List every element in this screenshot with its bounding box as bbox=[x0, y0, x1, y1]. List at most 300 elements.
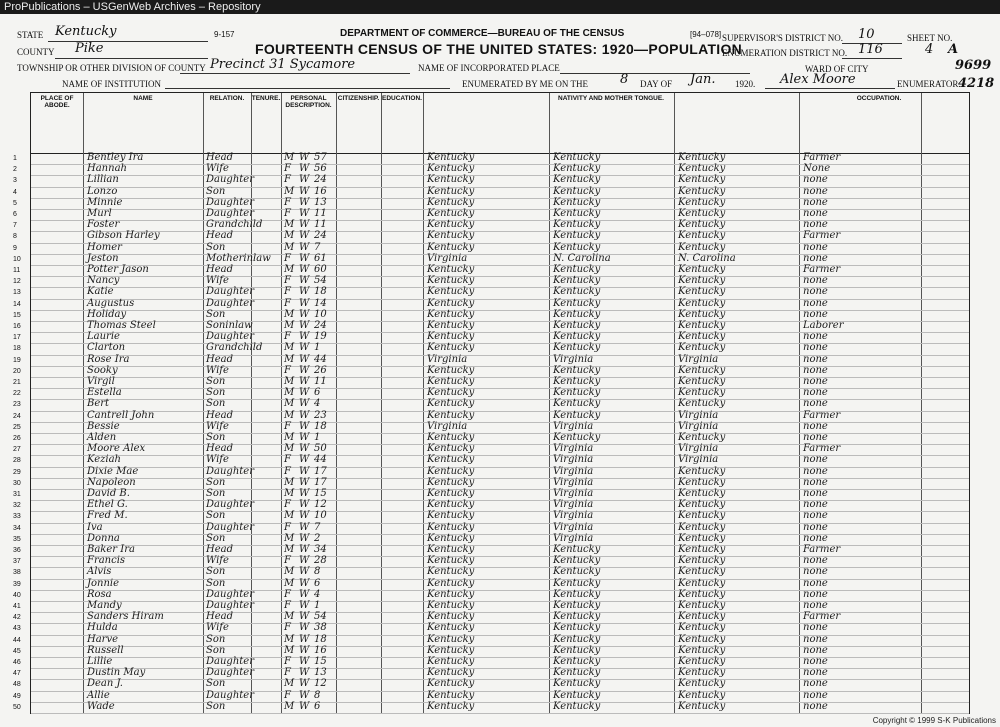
mother-birthplace-cell: Kentucky bbox=[678, 241, 726, 253]
birthplace-cell: Kentucky bbox=[427, 600, 475, 611]
relation-cell: Son bbox=[206, 376, 226, 387]
birthplace-cell: Kentucky bbox=[427, 476, 475, 488]
row-divider bbox=[31, 198, 969, 199]
occupation-cell: none bbox=[803, 689, 828, 701]
relation-cell: Grandchild bbox=[206, 219, 263, 231]
sex-cell: M bbox=[284, 476, 295, 488]
sex-cell: M bbox=[284, 398, 295, 410]
person-name-cell: Wade bbox=[87, 700, 115, 712]
birthplace-cell: Kentucky bbox=[427, 510, 475, 522]
sex-cell: M bbox=[284, 432, 295, 443]
birthplace-cell: Kentucky bbox=[427, 443, 475, 455]
line-number: 1 bbox=[13, 155, 17, 162]
person-name-cell: Baker Ira bbox=[87, 544, 135, 555]
relation-cell: Wife bbox=[206, 163, 229, 175]
line-number: 7 bbox=[13, 222, 17, 230]
mother-birthplace-cell: Virginia bbox=[678, 409, 719, 421]
race-cell: W bbox=[299, 488, 310, 499]
relation-cell: Son bbox=[206, 644, 226, 656]
sex-cell: M bbox=[284, 532, 295, 544]
race-cell: W bbox=[299, 678, 310, 690]
line-number: 8 bbox=[13, 233, 17, 241]
line-number: 44 bbox=[13, 636, 21, 644]
sex-cell: F bbox=[284, 297, 291, 309]
sex-cell: F bbox=[284, 454, 291, 466]
father-birthplace-cell: Virginia bbox=[553, 510, 594, 522]
group-name: NAME bbox=[133, 95, 153, 102]
sex-cell: F bbox=[284, 555, 291, 567]
row-divider bbox=[31, 220, 969, 221]
mother-birthplace-cell: Kentucky bbox=[678, 689, 726, 701]
birthplace-cell: Kentucky bbox=[427, 577, 475, 589]
father-birthplace-cell: Kentucky bbox=[553, 264, 601, 275]
occupation-cell: none bbox=[803, 241, 828, 253]
occupation-cell: Farmer bbox=[803, 611, 841, 623]
race-cell: W bbox=[299, 185, 310, 197]
mother-birthplace-cell: Kentucky bbox=[678, 499, 726, 511]
mother-birthplace-cell: Kentucky bbox=[678, 342, 726, 354]
mother-birthplace-cell: Kentucky bbox=[678, 476, 726, 488]
father-birthplace-cell: Kentucky bbox=[553, 320, 601, 331]
relation-cell: Daughter bbox=[206, 600, 254, 611]
relation-cell: Daughter bbox=[206, 208, 254, 219]
line-number: 4 bbox=[13, 188, 17, 196]
row-divider bbox=[31, 343, 969, 344]
row-divider bbox=[31, 287, 969, 288]
occupation-cell: none bbox=[803, 588, 828, 600]
age-cell: 14 bbox=[314, 297, 327, 309]
line-number: 9 bbox=[13, 244, 17, 252]
occupation-cell: none bbox=[803, 532, 828, 544]
birthplace-cell: Virginia bbox=[427, 353, 468, 365]
person-name-cell: Homer bbox=[87, 241, 122, 253]
occupation-cell: none bbox=[803, 656, 828, 667]
sex-cell: F bbox=[284, 465, 291, 477]
person-name-cell: Rosa bbox=[87, 588, 112, 600]
row-divider bbox=[31, 567, 969, 568]
population-schedule-table bbox=[13, 92, 970, 714]
row-divider bbox=[31, 433, 969, 434]
relation-cell: Son bbox=[206, 678, 226, 690]
row-divider bbox=[31, 623, 969, 624]
person-name-cell: Napoleon bbox=[87, 476, 136, 488]
row-divider bbox=[31, 467, 969, 468]
person-name-cell: Laurie bbox=[87, 331, 120, 343]
occupation-cell: none bbox=[803, 185, 828, 197]
relation-cell: Daughter bbox=[206, 174, 254, 186]
mother-birthplace-cell: Kentucky bbox=[678, 286, 726, 298]
row-divider bbox=[31, 489, 969, 490]
age-cell: 23 bbox=[314, 409, 327, 421]
birthplace-cell: Kentucky bbox=[427, 376, 475, 387]
person-name-cell: Bentley Ira bbox=[87, 152, 144, 163]
age-cell: 50 bbox=[314, 443, 327, 455]
relation-cell: Head bbox=[206, 409, 234, 421]
occupation-cell: none bbox=[803, 286, 828, 298]
race-cell: W bbox=[299, 241, 310, 253]
relation-cell: Son bbox=[206, 488, 226, 499]
person-name-cell: Moore Alex bbox=[87, 443, 146, 455]
occupation-cell: none bbox=[803, 600, 828, 611]
line-number: 16 bbox=[13, 323, 21, 330]
census-title: FOURTEENTH CENSUS OF THE UNITED STATES: 1920—POPULATION bbox=[255, 41, 743, 57]
mother-birthplace-cell: Kentucky bbox=[678, 331, 726, 343]
person-name-cell: Ethel G. bbox=[87, 499, 128, 511]
father-birthplace-cell: Kentucky bbox=[553, 409, 601, 421]
birthplace-cell: Kentucky bbox=[427, 152, 475, 163]
father-birthplace-cell: Kentucky bbox=[553, 286, 601, 298]
mother-birthplace-cell: Kentucky bbox=[678, 622, 726, 634]
mother-birthplace-cell: Kentucky bbox=[678, 532, 726, 544]
father-birthplace-cell: Kentucky bbox=[553, 689, 601, 701]
sex-cell: M bbox=[284, 353, 295, 365]
person-name-cell: Gibson Harley bbox=[87, 230, 160, 242]
father-birthplace-cell: Kentucky bbox=[553, 230, 601, 242]
ed-value: 116 bbox=[858, 42, 883, 57]
sex-cell: F bbox=[284, 196, 291, 208]
row-divider bbox=[31, 590, 969, 591]
mother-birthplace-cell: Kentucky bbox=[678, 700, 726, 712]
copyright-notice: Copyright © 1999 S-K Publications bbox=[872, 716, 996, 725]
row-divider bbox=[31, 635, 969, 636]
occupation-cell: Farmer bbox=[803, 544, 841, 555]
occupation-cell: none bbox=[803, 420, 828, 432]
mother-birthplace-cell: Kentucky bbox=[678, 308, 726, 320]
line-number: 2 bbox=[13, 166, 17, 174]
race-cell: W bbox=[299, 588, 310, 600]
father-birthplace-cell: Kentucky bbox=[553, 364, 601, 376]
relation-cell: Son bbox=[206, 700, 226, 712]
race-cell: W bbox=[299, 252, 310, 264]
person-name-cell: Dustin May bbox=[87, 667, 146, 679]
row-divider bbox=[31, 691, 969, 692]
mother-birthplace-cell: Kentucky bbox=[678, 320, 726, 331]
sex-cell: F bbox=[284, 286, 291, 298]
enumerator-value: Alex Moore bbox=[780, 72, 856, 87]
line-number: 50 bbox=[13, 703, 21, 711]
occupation-cell: none bbox=[803, 700, 828, 712]
line-number: 30 bbox=[13, 479, 21, 487]
age-cell: 44 bbox=[314, 454, 327, 466]
group-nativity: NATIVITY AND MOTHER TONGUE. bbox=[558, 95, 664, 102]
father-birthplace-cell: N. Carolina bbox=[553, 252, 611, 264]
person-name-cell: Jeston bbox=[87, 252, 119, 264]
person-name-cell: Potter Jason bbox=[87, 264, 149, 275]
mother-birthplace-cell: Kentucky bbox=[678, 264, 726, 275]
birthplace-cell: Kentucky bbox=[427, 544, 475, 555]
race-cell: W bbox=[299, 432, 310, 443]
age-cell: 57 bbox=[314, 152, 327, 163]
line-number: 3 bbox=[13, 177, 17, 185]
relation-cell: Wife bbox=[206, 364, 229, 376]
relation-cell: Son bbox=[206, 577, 226, 589]
stamp-number-a: 9699 bbox=[955, 58, 992, 73]
person-name-cell: Katie bbox=[87, 286, 114, 298]
occupation-cell: none bbox=[803, 398, 828, 410]
sex-cell: M bbox=[284, 611, 295, 623]
person-name-cell: Holiday bbox=[87, 308, 127, 320]
father-birthplace-cell: Kentucky bbox=[553, 342, 601, 354]
occupation-cell: none bbox=[803, 275, 828, 287]
mother-birthplace-cell: Kentucky bbox=[678, 656, 726, 667]
row-divider bbox=[31, 310, 969, 311]
race-cell: W bbox=[299, 174, 310, 186]
occupation-cell: none bbox=[803, 521, 828, 533]
mother-birthplace-cell: Kentucky bbox=[678, 633, 726, 645]
mother-birthplace-cell: Kentucky bbox=[678, 667, 726, 679]
source-banner bbox=[0, 0, 1000, 14]
age-cell: 8 bbox=[314, 566, 321, 578]
row-divider bbox=[31, 388, 969, 389]
birthplace-cell: Kentucky bbox=[427, 174, 475, 186]
day-label: DAY OF bbox=[640, 79, 673, 89]
occupation-cell: none bbox=[803, 353, 828, 365]
age-cell: 6 bbox=[314, 577, 321, 589]
line-number: 32 bbox=[13, 502, 21, 510]
race-cell: W bbox=[299, 656, 310, 667]
race-cell: W bbox=[299, 342, 310, 354]
race-cell: W bbox=[299, 633, 310, 645]
occupation-cell: none bbox=[803, 622, 828, 634]
race-cell: W bbox=[299, 196, 310, 208]
person-name-cell: Lonzo bbox=[87, 185, 118, 197]
sex-cell: F bbox=[284, 521, 291, 533]
birthplace-cell: Kentucky bbox=[427, 185, 475, 197]
sex-cell: F bbox=[284, 364, 291, 376]
sex-cell: F bbox=[284, 656, 291, 667]
birthplace-cell: Kentucky bbox=[427, 398, 475, 410]
occupation-cell: none bbox=[803, 454, 828, 466]
birthplace-cell: Kentucky bbox=[427, 264, 475, 275]
relation-cell: Head bbox=[206, 611, 234, 623]
race-cell: W bbox=[299, 510, 310, 522]
line-number: 21 bbox=[13, 379, 21, 386]
supervisor-value: 10 bbox=[858, 27, 875, 42]
mother-birthplace-cell: Kentucky bbox=[678, 230, 726, 242]
age-cell: 15 bbox=[314, 488, 327, 499]
line-number: 33 bbox=[13, 513, 21, 521]
line-number: 18 bbox=[13, 345, 21, 353]
person-name-cell: Hulda bbox=[87, 622, 118, 634]
sex-cell: M bbox=[284, 633, 295, 645]
mother-birthplace-cell: Kentucky bbox=[678, 174, 726, 186]
father-birthplace-cell: Kentucky bbox=[553, 588, 601, 600]
relation-cell: Son bbox=[206, 432, 226, 443]
father-birthplace-cell: Kentucky bbox=[553, 185, 601, 197]
age-cell: 1 bbox=[314, 432, 321, 443]
sex-cell: M bbox=[284, 342, 295, 354]
person-name-cell: Thomas Steel bbox=[87, 320, 156, 331]
sex-cell: M bbox=[284, 566, 295, 578]
person-name-cell: Estella bbox=[87, 387, 122, 399]
sex-cell: M bbox=[284, 387, 295, 399]
relation-cell: Grandchild bbox=[206, 342, 263, 354]
day-value: 8 bbox=[620, 72, 629, 87]
race-cell: W bbox=[299, 600, 310, 611]
birthplace-cell: Virginia bbox=[427, 420, 468, 432]
relation-cell: Motherinlaw bbox=[206, 252, 271, 264]
race-cell: W bbox=[299, 566, 310, 578]
birthplace-cell: Kentucky bbox=[427, 331, 475, 343]
relation-cell: Head bbox=[206, 230, 234, 242]
row-divider bbox=[31, 478, 969, 479]
person-name-cell: Francis bbox=[87, 555, 126, 567]
race-cell: W bbox=[299, 689, 310, 701]
row-divider bbox=[31, 500, 969, 501]
occupation-cell: none bbox=[803, 499, 828, 511]
race-cell: W bbox=[299, 611, 310, 623]
father-birthplace-cell: Virginia bbox=[553, 420, 594, 432]
sex-cell: M bbox=[284, 219, 295, 231]
father-birthplace-cell: Kentucky bbox=[553, 700, 601, 712]
occupation-cell: none bbox=[803, 308, 828, 320]
father-birthplace-cell: Kentucky bbox=[553, 644, 601, 656]
person-name-cell: Nancy bbox=[87, 275, 120, 287]
group-occupation: OCCUPATION. bbox=[856, 95, 902, 102]
father-birthplace-cell: Virginia bbox=[553, 465, 594, 477]
relation-cell: Head bbox=[206, 443, 234, 455]
mother-birthplace-cell: Kentucky bbox=[678, 566, 726, 578]
father-birthplace-cell: Kentucky bbox=[553, 387, 601, 399]
race-cell: W bbox=[299, 398, 310, 410]
group-personal-description: PERSONAL DESCRIPTION. bbox=[285, 95, 332, 109]
mother-birthplace-cell: Kentucky bbox=[678, 432, 726, 443]
birthplace-cell: Kentucky bbox=[427, 163, 475, 175]
birthplace-cell: Kentucky bbox=[427, 196, 475, 208]
race-cell: W bbox=[299, 152, 310, 163]
line-number: 49 bbox=[13, 692, 21, 700]
line-number: 22 bbox=[13, 390, 21, 398]
row-divider bbox=[31, 243, 969, 244]
mother-birthplace-cell: Virginia bbox=[678, 443, 719, 455]
age-cell: 34 bbox=[314, 544, 327, 555]
race-cell: W bbox=[299, 264, 310, 275]
mother-birthplace-cell: Kentucky bbox=[678, 152, 726, 163]
relation-cell: Daughter bbox=[206, 297, 254, 309]
line-number: 15 bbox=[13, 311, 21, 319]
enumerator-label: ENUMERATOR. bbox=[897, 79, 961, 89]
age-cell: 10 bbox=[314, 510, 327, 522]
relation-cell: Wife bbox=[206, 555, 229, 567]
sex-cell: M bbox=[284, 544, 295, 555]
age-cell: 4 bbox=[314, 588, 321, 600]
person-name-cell: Sanders Hiram bbox=[87, 611, 164, 623]
occupation-cell: none bbox=[803, 331, 828, 343]
age-cell: 24 bbox=[314, 320, 327, 331]
source-banner-text: ProPublications – USGenWeb Archives – Repository bbox=[4, 1, 261, 13]
father-birthplace-cell: Kentucky bbox=[553, 219, 601, 231]
person-name-cell: Augustus bbox=[87, 297, 135, 309]
person-name-cell: Clarton bbox=[87, 342, 126, 354]
age-cell: 11 bbox=[314, 208, 327, 219]
line-number: 20 bbox=[13, 367, 21, 375]
line-number: 12 bbox=[13, 278, 21, 286]
line-number: 46 bbox=[13, 659, 21, 666]
department-heading: DEPARTMENT OF COMMERCE—BUREAU OF THE CENSUS bbox=[340, 28, 625, 39]
relation-cell: Head bbox=[206, 544, 234, 555]
row-divider bbox=[31, 209, 969, 210]
father-birthplace-cell: Kentucky bbox=[553, 152, 601, 163]
occupation-cell: none bbox=[803, 432, 828, 443]
birthplace-cell: Kentucky bbox=[427, 275, 475, 287]
row-divider bbox=[31, 534, 969, 535]
birthplace-cell: Kentucky bbox=[427, 532, 475, 544]
line-number: 48 bbox=[13, 681, 21, 689]
sex-cell: M bbox=[284, 700, 295, 712]
group-place-of-abode: PLACE OF ABODE. bbox=[40, 95, 74, 109]
relation-cell: Son bbox=[206, 398, 226, 410]
age-cell: 10 bbox=[314, 308, 327, 320]
mother-birthplace-cell: Kentucky bbox=[678, 644, 726, 656]
line-number: 5 bbox=[13, 199, 17, 207]
sex-cell: M bbox=[284, 241, 295, 253]
sex-cell: F bbox=[284, 275, 291, 287]
sex-cell: F bbox=[284, 174, 291, 186]
race-cell: W bbox=[299, 286, 310, 298]
person-name-cell: Foster bbox=[87, 219, 120, 231]
mother-birthplace-cell: Kentucky bbox=[678, 297, 726, 309]
row-divider bbox=[31, 601, 969, 602]
age-cell: 17 bbox=[314, 476, 327, 488]
incorporated-place-label: NAME OF INCORPORATED PLACE bbox=[418, 63, 560, 73]
birthplace-cell: Kentucky bbox=[427, 555, 475, 567]
birthplace-cell: Kentucky bbox=[427, 566, 475, 578]
row-divider bbox=[31, 299, 969, 300]
column-header-row bbox=[31, 93, 969, 154]
race-cell: W bbox=[299, 219, 310, 231]
sex-cell: F bbox=[284, 163, 291, 175]
line-number: 17 bbox=[13, 334, 21, 342]
occupation-cell: None bbox=[803, 163, 831, 175]
enumerated-label: ENUMERATED BY ME ON THE bbox=[462, 79, 588, 89]
age-cell: 60 bbox=[314, 264, 327, 275]
occupation-cell: none bbox=[803, 633, 828, 645]
person-name-cell: Dixie Mae bbox=[87, 465, 139, 477]
father-birthplace-cell: Kentucky bbox=[553, 241, 601, 253]
person-name-cell: Hannah bbox=[87, 163, 127, 175]
person-name-cell: Bert bbox=[87, 398, 110, 410]
mother-birthplace-cell: Virginia bbox=[678, 454, 719, 466]
sex-cell: M bbox=[284, 510, 295, 522]
father-birthplace-cell: Kentucky bbox=[553, 566, 601, 578]
occupation-cell: none bbox=[803, 465, 828, 477]
relation-cell: Daughter bbox=[206, 286, 254, 298]
age-cell: 24 bbox=[314, 174, 327, 186]
person-name-cell: Russell bbox=[87, 644, 124, 656]
birthplace-cell: Kentucky bbox=[427, 611, 475, 623]
county-label: COUNTY bbox=[17, 47, 55, 57]
occupation-cell: none bbox=[803, 196, 828, 208]
father-birthplace-cell: Virginia bbox=[553, 443, 594, 455]
line-number: 28 bbox=[13, 457, 21, 465]
person-name-cell: Allie bbox=[87, 689, 110, 701]
race-cell: W bbox=[299, 308, 310, 320]
father-birthplace-cell: Virginia bbox=[553, 521, 594, 533]
mother-birthplace-cell: Kentucky bbox=[678, 398, 726, 410]
line-number: 10 bbox=[13, 255, 21, 263]
birthplace-cell: Kentucky bbox=[427, 700, 475, 712]
row-divider bbox=[31, 657, 969, 658]
father-birthplace-cell: Kentucky bbox=[553, 174, 601, 186]
sex-cell: M bbox=[284, 230, 295, 242]
sex-cell: M bbox=[284, 443, 295, 455]
birthplace-cell: Kentucky bbox=[427, 387, 475, 399]
occupation-cell: none bbox=[803, 488, 828, 499]
sex-cell: F bbox=[284, 600, 291, 611]
birthplace-cell: Kentucky bbox=[427, 499, 475, 511]
occupation-cell: none bbox=[803, 342, 828, 354]
race-cell: W bbox=[299, 667, 310, 679]
